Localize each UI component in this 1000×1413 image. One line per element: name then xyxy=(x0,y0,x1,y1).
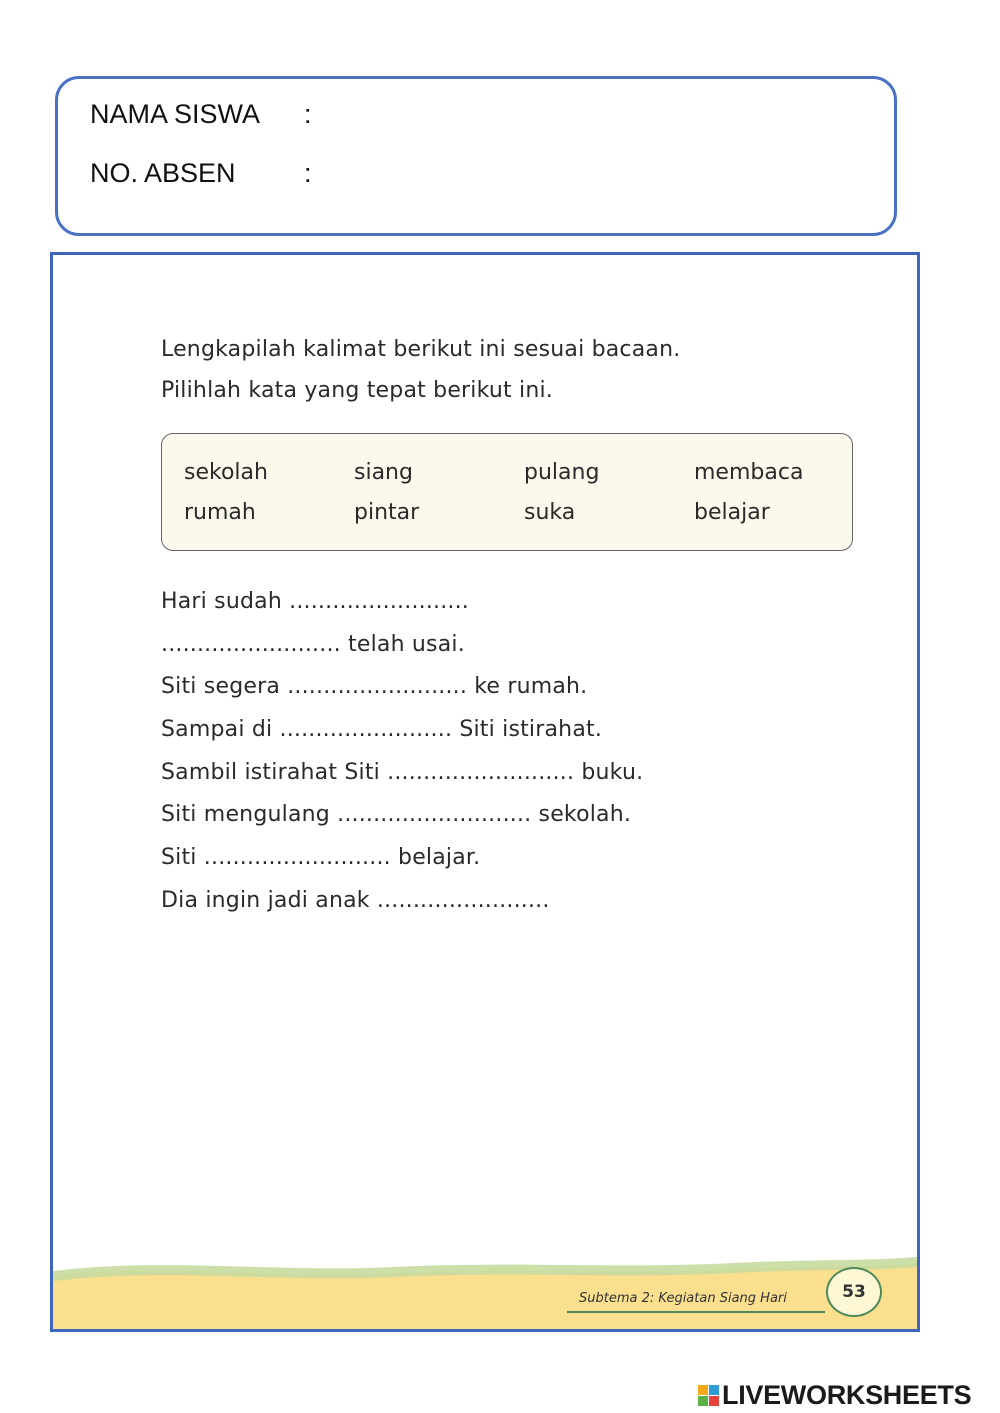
word-bank-item: siang xyxy=(354,460,413,485)
student-name-row xyxy=(90,99,312,130)
instruction-line-1: Lengkapilah kalimat berikut ini sesuai bacaan. xyxy=(161,337,681,362)
liveworksheets-wordmark: LIVEWORKSHEETS xyxy=(722,1379,972,1410)
sentence-list xyxy=(161,589,643,931)
liveworksheets-logo xyxy=(698,1378,971,1412)
sentence-item: Sampai di ........................ Siti istirahat. xyxy=(161,717,603,743)
sentence-item: ......................... telah usai. xyxy=(161,631,465,657)
absence-number-label: NO. ABSEN xyxy=(90,158,236,188)
sentence-item: Dia ingin jadi anak ........................ xyxy=(161,887,550,913)
sentence-item: Hari sudah ......................... xyxy=(161,589,469,614)
page-number-badge: 53 xyxy=(826,1267,882,1317)
word-bank-item: belajar xyxy=(694,500,770,525)
absence-number-row xyxy=(90,158,312,189)
subtheme-caption: Subtema 2: Kegiatan Siang Hari xyxy=(579,1291,787,1306)
word-bank-item: suka xyxy=(524,500,576,525)
student-name-separator: : xyxy=(304,99,312,129)
word-bank-item: membaca xyxy=(694,460,804,485)
sentence-item: Sambil istirahat Siti .......................... buku. xyxy=(161,759,644,785)
word-bank xyxy=(161,433,853,551)
student-info-box xyxy=(55,76,897,236)
word-bank-item: sekolah xyxy=(184,460,268,485)
absence-number-separator: : xyxy=(304,158,312,188)
worksheet-page xyxy=(50,252,920,1332)
word-bank-item: pulang xyxy=(524,460,600,485)
liveworksheets-logo-icon xyxy=(698,1385,719,1406)
sentence-item: Siti .......................... belajar. xyxy=(161,845,481,871)
word-bank-item: pintar xyxy=(354,500,420,525)
student-name-label: NAMA SISWA xyxy=(90,99,261,129)
sentence-item: Siti mengulang ........................... sekolah. xyxy=(161,802,632,828)
footer-underline xyxy=(567,1311,825,1313)
sentence-item: Siti segera ......................... ke rumah. xyxy=(161,674,588,700)
footer-wave-decoration xyxy=(53,1245,917,1332)
instruction-line-2: Pilihlah kata yang tepat berikut ini. xyxy=(161,378,554,403)
word-bank-item: rumah xyxy=(184,500,256,525)
